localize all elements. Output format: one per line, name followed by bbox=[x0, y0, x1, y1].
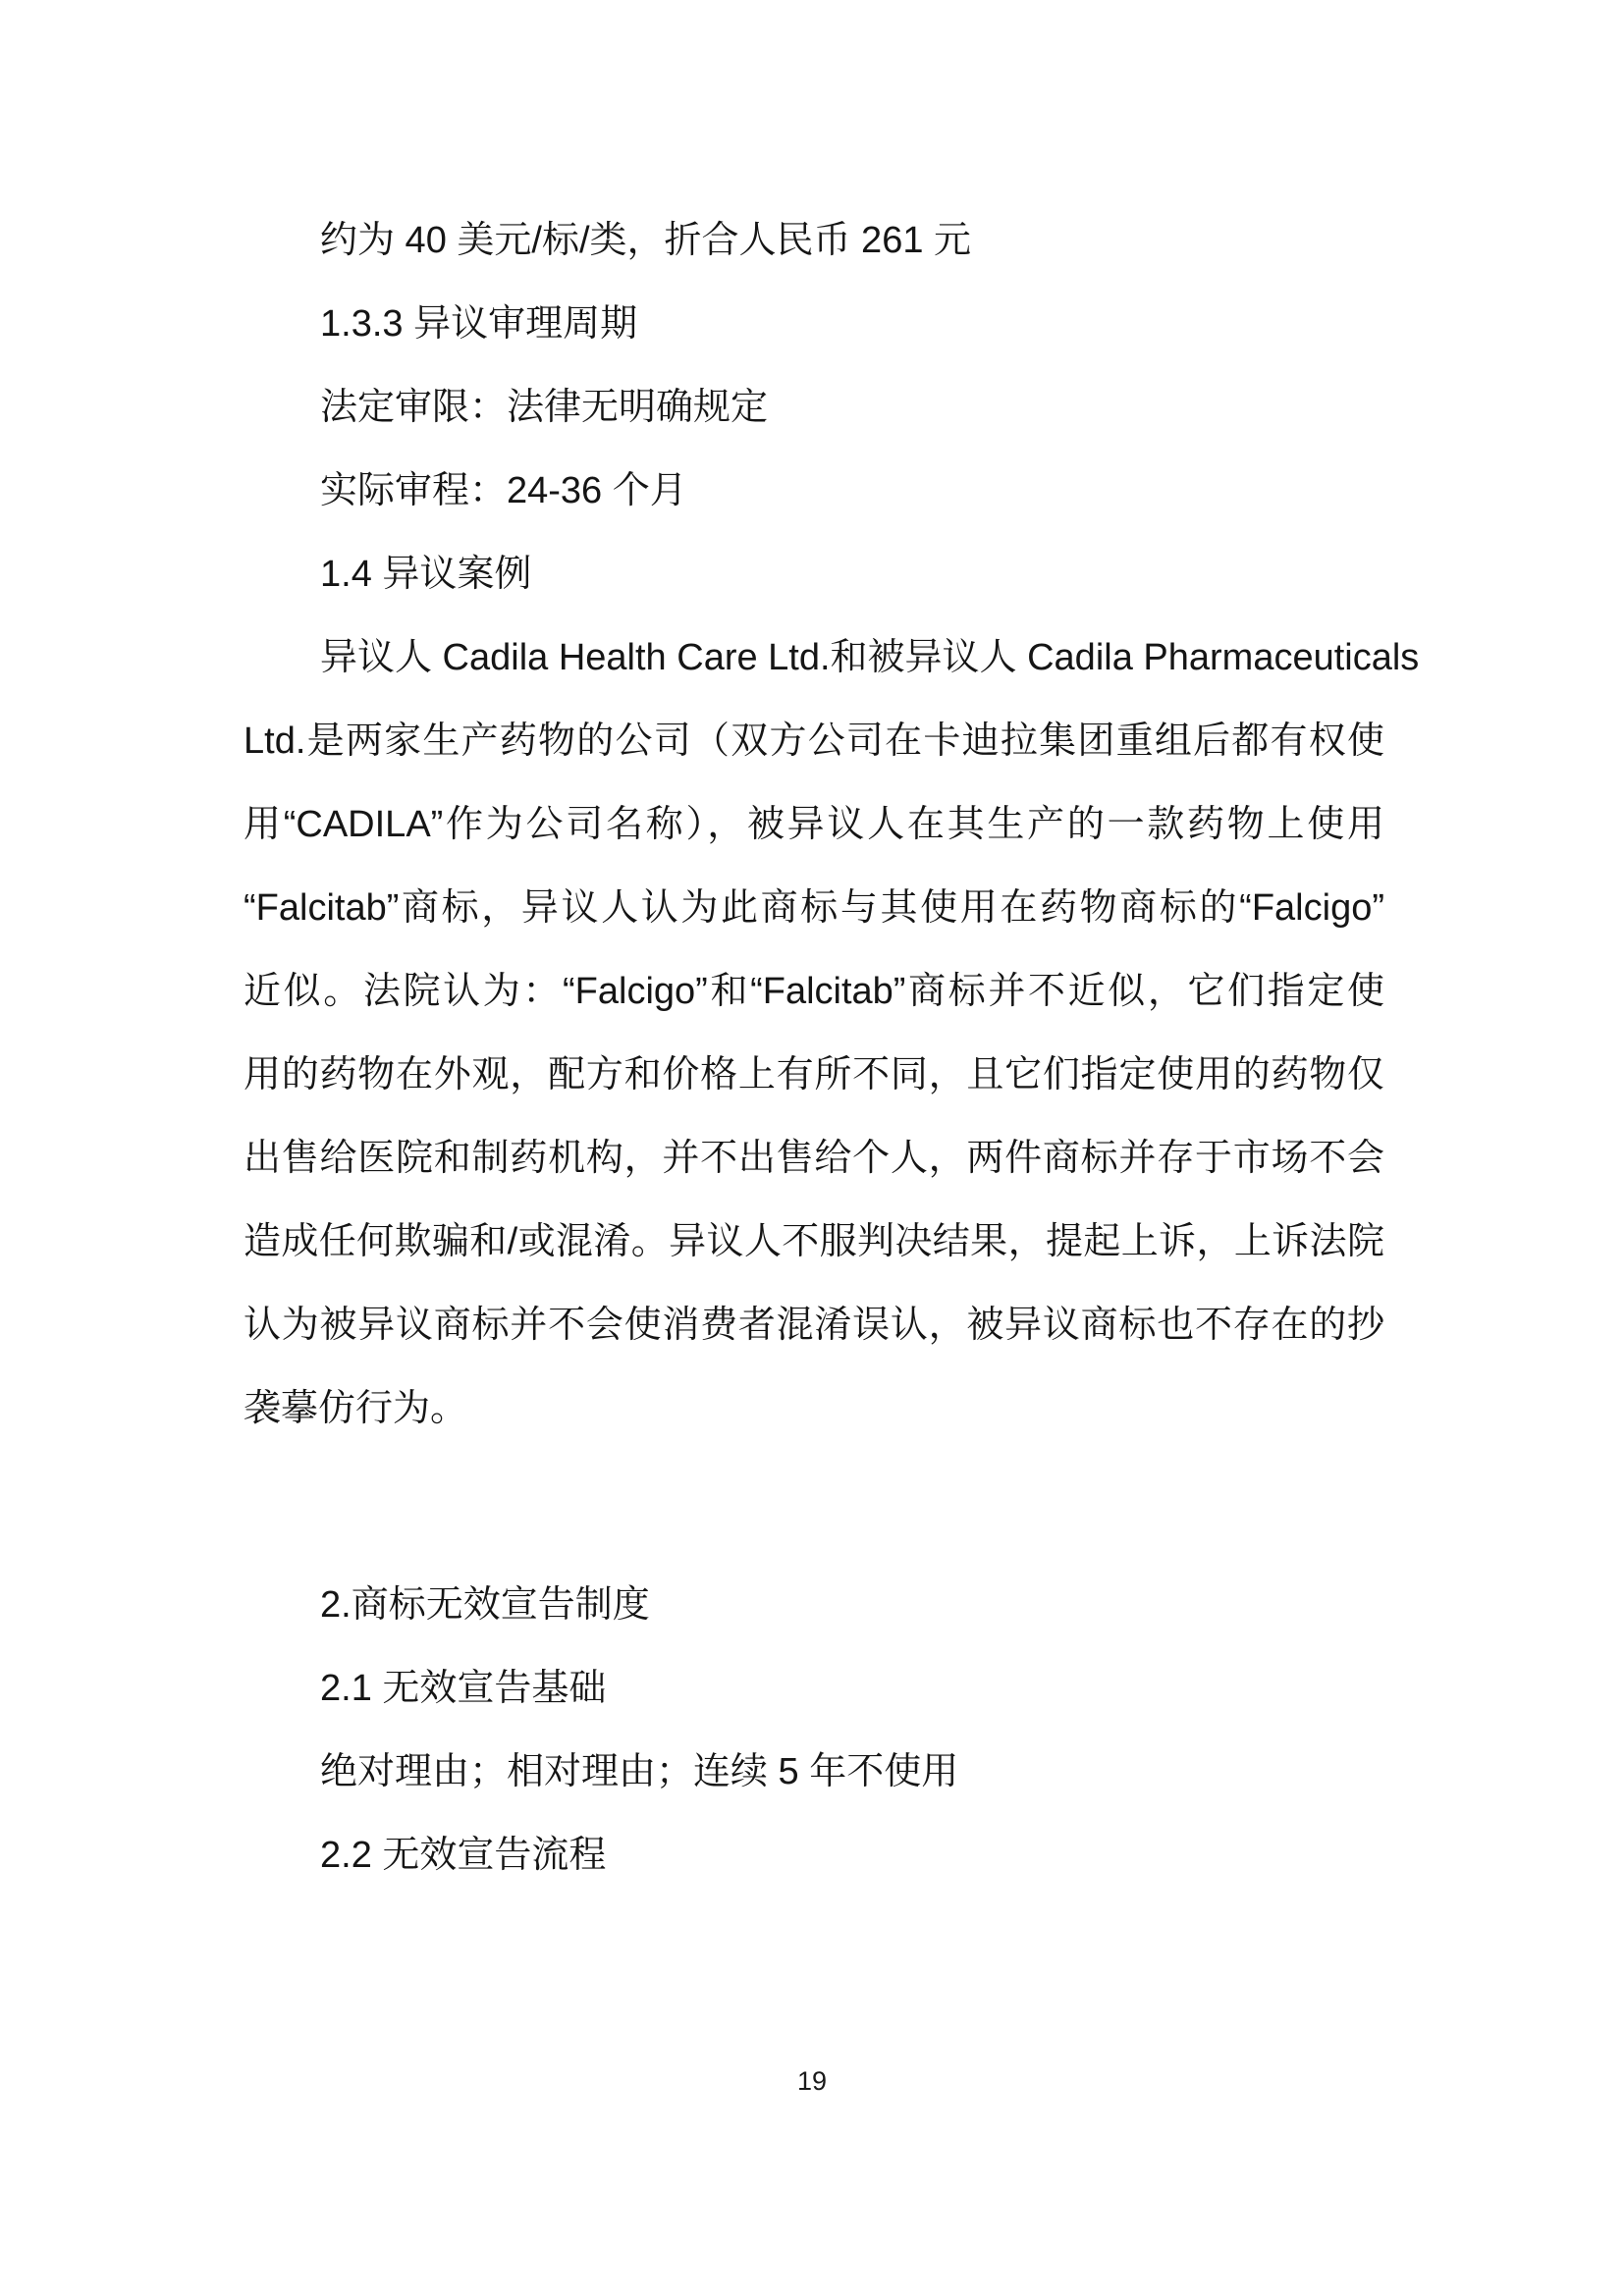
actual-period-line: 实际审程：24-36 个月 bbox=[320, 470, 687, 511]
section-heading-1-4: 1.4 异议案例 bbox=[320, 554, 532, 595]
case-line: 造成任何欺骗和/或混淆。异议人不服判决结果，提起上诉，上诉法院 bbox=[244, 1221, 1384, 1262]
section-heading-2-1: 2.1 无效宣告基础 bbox=[320, 1668, 607, 1709]
page-number: 19 bbox=[796, 2066, 828, 2096]
case-line: 认为被异议商标并不会使消费者混淆误认，被异议商标也不存在的抄 bbox=[244, 1305, 1384, 1346]
document-body bbox=[244, 199, 1420, 1897]
case-line: Ltd.是两家生产药物的公司（双方公司在卡迪拉集团重组后都有权使 bbox=[244, 721, 1384, 762]
invalidation-grounds-line: 绝对理由；相对理由；连续 5 年不使用 bbox=[320, 1751, 959, 1792]
case-line: “Falcitab”商标，异议人认为此商标与其使用在药物商标的“Falcigo” bbox=[244, 887, 1384, 929]
case-paragraph bbox=[244, 616, 1420, 1451]
blank-gap bbox=[244, 1451, 1384, 1564]
case-line: 用“CADILA”作为公司名称），被异议人在其生产的一款药物上使用 bbox=[244, 804, 1384, 845]
section-heading-1-3-3: 1.3.3 异议审理周期 bbox=[320, 303, 638, 345]
case-line: 近似。法院认为：“Falcigo”和“Falcitab”商标并不近似，它们指定使 bbox=[244, 971, 1384, 1012]
case-line: 袭摹仿行为。 bbox=[244, 1388, 468, 1429]
section-heading-2: 2.商标无效宣告制度 bbox=[320, 1584, 650, 1626]
fee-line: 约为 40 美元/标/类，折合人民币 261 元 bbox=[320, 220, 972, 261]
statutory-period-line: 法定审限：法律无明确规定 bbox=[320, 387, 769, 428]
case-line: 用的药物在外观，配方和价格上有所不同，且它们指定使用的药物仅 bbox=[244, 1054, 1384, 1095]
case-line: 异议人 Cadila Health Care Ltd.和被异议人 Cadila Pharmaceuticals bbox=[320, 637, 1420, 678]
section-heading-2-2: 2.2 无效宣告流程 bbox=[320, 1835, 607, 1876]
case-line: 出售给医院和制药机构，并不出售给个人，两件商标并存于市场不会 bbox=[244, 1138, 1384, 1179]
